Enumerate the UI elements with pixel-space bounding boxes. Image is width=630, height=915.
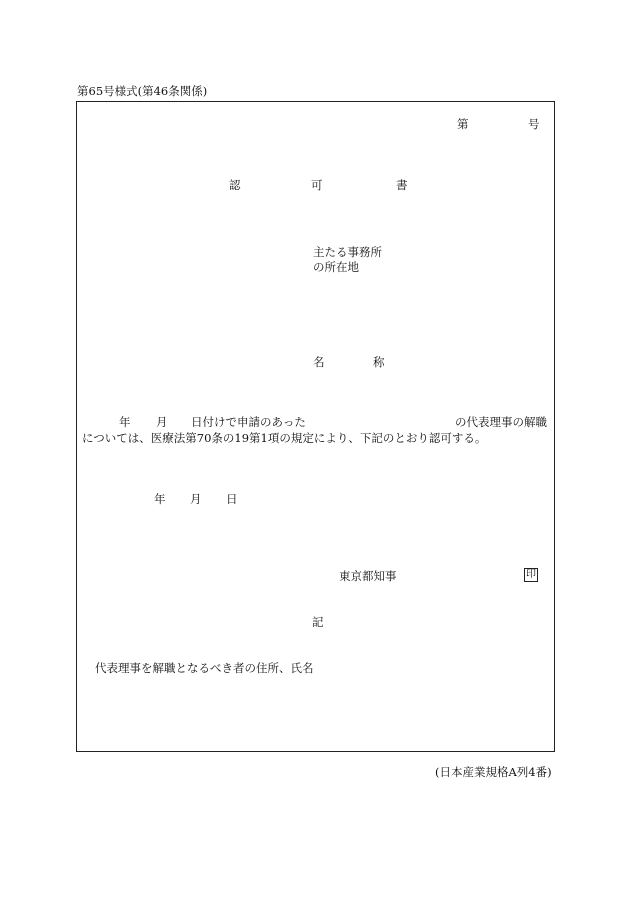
office-location-line-2: の所在地 xyxy=(313,260,359,274)
date-month: 月 xyxy=(190,492,202,506)
body-line-1-end: の代表理事の解職 xyxy=(455,415,547,429)
body-month: 月 xyxy=(156,415,168,429)
body-line-2: については、医療法第70条の19第1項の規定により、下記のとおり認可する。 xyxy=(82,431,487,445)
footer-note: (日本産業規格A列4番) xyxy=(435,765,552,779)
name-label-char-2: 称 xyxy=(373,355,385,369)
date-year: 年 xyxy=(154,492,166,506)
body-year: 年 xyxy=(119,415,131,429)
title-char-1: 認 xyxy=(229,178,241,192)
item-text: 代表理事を解職となるべき者の住所、氏名 xyxy=(95,661,314,675)
governor-title: 東京都知事 xyxy=(339,569,397,583)
office-location-line-1: 主たる事務所 xyxy=(313,245,382,259)
title-char-3: 書 xyxy=(396,178,408,192)
number-go: 号 xyxy=(528,117,540,131)
seal-mark: 印 xyxy=(526,569,536,580)
office-location-label xyxy=(313,245,382,275)
body-line-1-rest: 日付けで申請のあった xyxy=(191,415,306,429)
date-day: 日 xyxy=(226,492,238,506)
title-char-2: 可 xyxy=(311,178,323,192)
form-number: 第65号様式(第46条関係) xyxy=(77,84,208,98)
ki-heading: 記 xyxy=(312,615,324,629)
name-label-char-1: 名 xyxy=(313,355,325,369)
number-dai: 第 xyxy=(457,117,469,131)
